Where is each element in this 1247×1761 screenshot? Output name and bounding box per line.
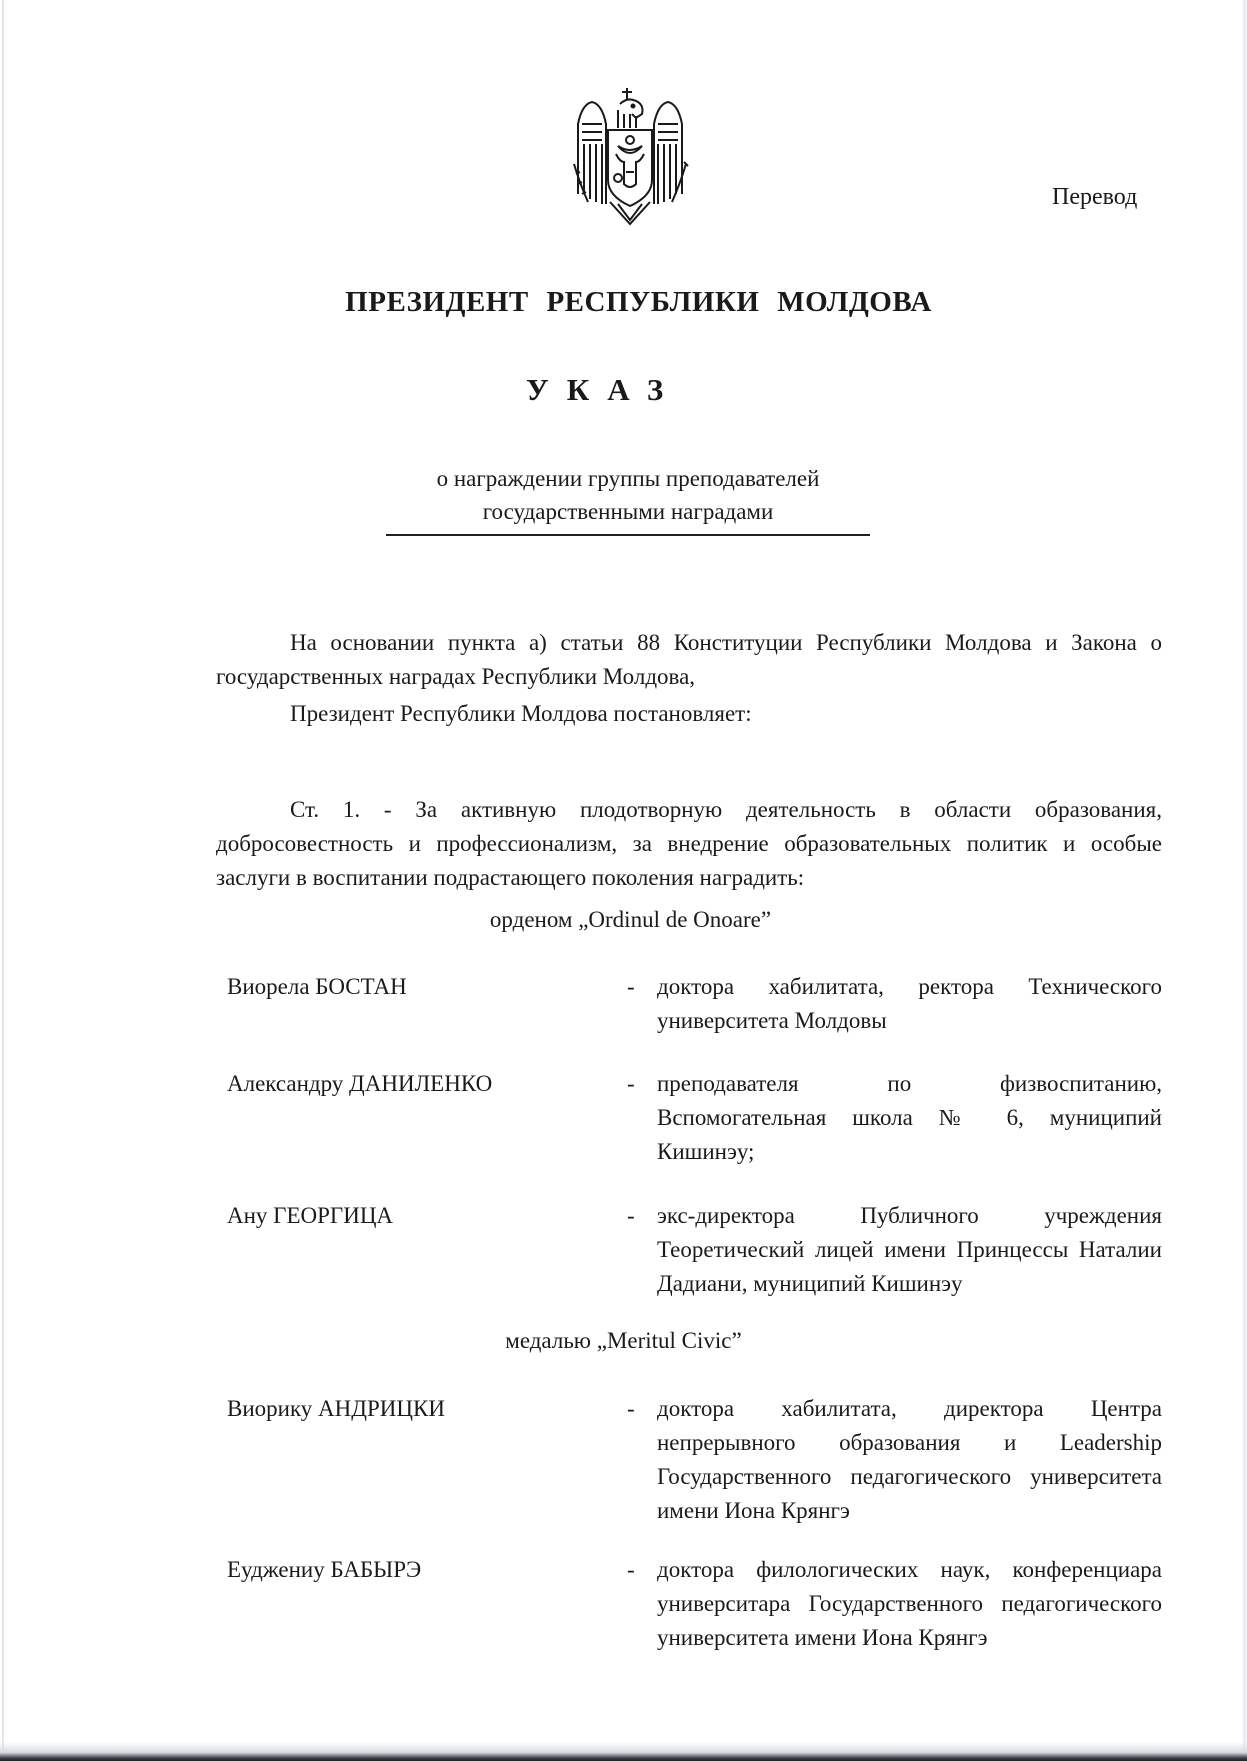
list-dash: - [627, 974, 635, 999]
list-dash: - [627, 1203, 635, 1228]
preamble-paragraph [216, 626, 1162, 694]
recipient-description: экс-директора Публичного учреждения Теоретический лицей имени Принцессы Наталии Дадиани, муниципий Кишинэу [657, 1203, 1162, 1296]
list-dash: - [627, 1396, 635, 1421]
recipient-name: Виорела БОСТАН [227, 974, 407, 999]
recipient-description: доктора филологических наук, конференциара университара Государственного педагогического университета имени Иона Крянгэ [657, 1557, 1162, 1650]
page-edge-right [1243, 0, 1247, 1761]
list-dash: - [627, 1071, 635, 1096]
recipient-name: Еуджениу БАБЫРЭ [227, 1557, 422, 1582]
document-type: УКАЗ [526, 372, 682, 407]
recipient-name: Ану ГЕОРГИЦА [227, 1203, 394, 1228]
recipient-description: доктора хабилитата, ректора Технического университета Молдовы [657, 974, 1162, 1033]
decree-subject [386, 462, 870, 528]
recipient-name: Александру ДАНИЛЕНКО [227, 1071, 493, 1096]
article-1-text: Ст. 1. - За активную плодотворную деятельность в области образования, добросовестность и профессионализм, за внедрение образовательных политик и особые заслуги в воспитании подрастающего поколения наградить: [216, 797, 1162, 890]
subject-underline [386, 534, 870, 536]
award-heading-order-of-honour: орденом „Ordinul de Onoare” [489, 907, 772, 932]
recipient-description: преподавателя по физвоспитанию, Вспомогательная школа № 6, муниципий Кишинэу; [657, 1071, 1162, 1164]
recipient-description: доктора хабилитата, директора Центра непрерывного образования и Leadership Государственного педагогического университета имени Иона Крянгэ [657, 1396, 1162, 1523]
award-heading-civic-merit-medal: медалью „Meritul Civic” [505, 1328, 742, 1353]
page-edge-bottom [0, 1742, 1247, 1761]
coat-of-arms-icon [570, 84, 690, 229]
article-1-paragraph [216, 793, 1162, 895]
decree-statement-text: Президент Республики Молдова постановляет: [290, 701, 752, 726]
subject-line-1: о награждении группы преподавателей [436, 466, 820, 491]
page-edge-left [2, 0, 4, 1761]
recipient-name: Виорику АНДРИЦКИ [227, 1396, 445, 1421]
decree-statement-paragraph [216, 697, 1162, 731]
translation-label: Перевод [1052, 184, 1138, 210]
subject-line-2: государственными наградами [482, 499, 774, 524]
issuer-title: ПРЕЗИДЕНТ РЕСПУБЛИКИ МОЛДОВА [345, 286, 932, 318]
preamble-text: На основании пункта а) статьи 88 Конституции Республики Молдова и Закона о государственных наградах Республики Молдова, [216, 630, 1162, 689]
list-dash: - [627, 1557, 635, 1582]
